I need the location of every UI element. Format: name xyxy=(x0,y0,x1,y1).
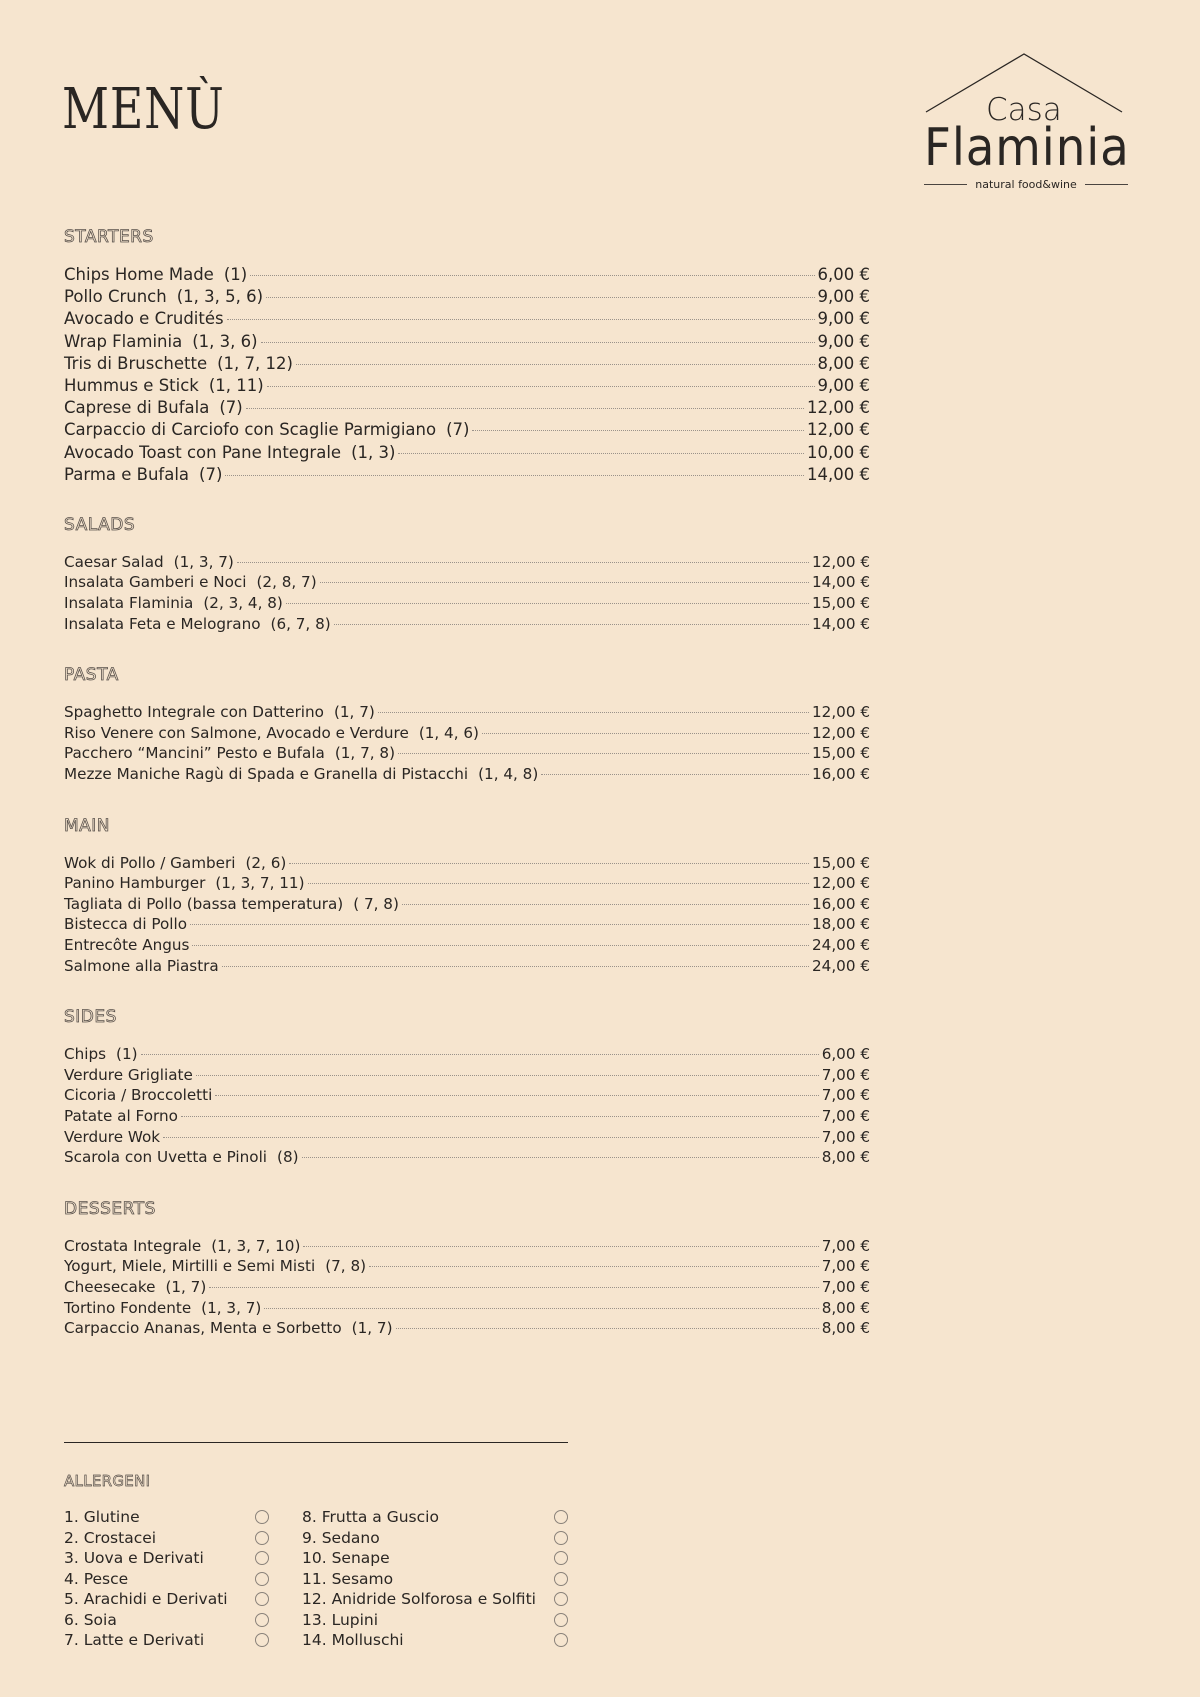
item-name: Pollo Crunch xyxy=(64,287,167,307)
item-price: 7,00 € xyxy=(821,1065,870,1084)
item-name: Chips Home Made xyxy=(64,265,214,284)
menu-item xyxy=(64,1085,870,1106)
item-allergens: (7) xyxy=(219,398,243,418)
allergen-title: ALLERGENI xyxy=(64,1472,151,1490)
item-price: 12,00 € xyxy=(807,398,870,418)
fish-icon xyxy=(255,1572,269,1586)
menu-item xyxy=(64,935,870,956)
allergen-item xyxy=(64,1548,269,1569)
section-title: SIDES xyxy=(64,1007,117,1028)
menu-item xyxy=(64,743,870,764)
sesame-icon xyxy=(554,1572,568,1586)
item-allergens: (7) xyxy=(199,464,223,484)
item-list xyxy=(64,702,870,784)
item-price: 12,00 € xyxy=(812,703,870,722)
item-name: Panino Hamburger xyxy=(64,874,206,893)
menu-item xyxy=(64,1256,870,1277)
item-price: 8,00 € xyxy=(821,1319,870,1338)
menu-item xyxy=(64,1298,870,1319)
dot-leader xyxy=(181,1116,819,1117)
item-allergens: (1, 3, 5, 6) xyxy=(176,287,264,307)
soy-icon xyxy=(255,1613,269,1627)
egg-icon xyxy=(255,1551,269,1565)
allergen-label: 5. Arachidi e Derivati xyxy=(64,1590,228,1609)
dot-leader xyxy=(227,319,815,320)
item-price: 14,00 € xyxy=(807,464,870,484)
menu-item xyxy=(64,1318,870,1339)
item-price: 7,00 € xyxy=(821,1106,870,1125)
item-price: 7,00 € xyxy=(821,1277,870,1296)
item-name: Cheesecake xyxy=(64,1277,156,1296)
dot-leader xyxy=(296,364,815,365)
dot-leader xyxy=(396,1328,819,1329)
item-price: 9,00 € xyxy=(817,375,870,395)
allergen-label: 3. Uova e Derivati xyxy=(64,1549,204,1568)
allergen-item xyxy=(64,1630,269,1651)
allergen-label: 13. Lupini xyxy=(302,1610,379,1629)
divider xyxy=(1085,184,1128,185)
menu-item xyxy=(64,614,870,635)
item-name: Wok di Pollo / Gamberi xyxy=(64,853,236,872)
item-allergens: (2, 8, 7) xyxy=(256,573,317,592)
item-price: 7,00 € xyxy=(821,1086,870,1105)
menu-item xyxy=(64,572,870,593)
dot-leader xyxy=(141,1054,819,1055)
allergen-item xyxy=(302,1610,568,1631)
item-list xyxy=(64,1236,870,1339)
allergen-item xyxy=(302,1630,568,1651)
item-name: Verdure Grigliate xyxy=(64,1065,193,1084)
item-price: 16,00 € xyxy=(812,765,870,784)
dot-leader xyxy=(266,297,814,298)
allergen-list-right xyxy=(302,1507,568,1651)
allergen-label: 8. Frutta a Guscio xyxy=(302,1508,439,1527)
dot-leader xyxy=(261,342,815,343)
item-price: 12,00 € xyxy=(807,420,870,440)
item-price: 14,00 € xyxy=(812,573,870,592)
item-price: 8,00 € xyxy=(821,1148,870,1167)
menu-item xyxy=(64,331,870,353)
item-allergens: (1, 4, 6) xyxy=(418,723,479,742)
menu-item xyxy=(64,1236,870,1257)
menu-item xyxy=(64,1147,870,1168)
item-price: 12,00 € xyxy=(812,552,870,571)
item-list xyxy=(64,1044,870,1168)
menu-item xyxy=(64,264,870,286)
dot-leader xyxy=(402,904,809,905)
menu-section xyxy=(64,664,870,784)
allergen-label: 11. Sesamo xyxy=(302,1569,394,1588)
item-name: Pacchero “Mancini” Pesto e Bufala xyxy=(64,744,325,763)
menu-item xyxy=(64,397,870,419)
dot-leader xyxy=(472,430,804,431)
allergen-label: 2. Crostacei xyxy=(64,1528,157,1547)
menu-item xyxy=(64,956,870,977)
celery-icon xyxy=(554,1531,568,1545)
menu-item xyxy=(64,873,870,894)
dot-leader xyxy=(246,408,804,409)
dot-leader xyxy=(267,386,815,387)
allergen-item xyxy=(302,1528,568,1549)
item-allergens: (1, 3, 7, 10) xyxy=(211,1236,301,1255)
item-name: Tortino Fondente xyxy=(64,1298,192,1317)
item-price: 7,00 € xyxy=(821,1127,870,1146)
menu-item xyxy=(64,464,870,486)
allergen-item xyxy=(64,1507,269,1528)
menu-item xyxy=(64,1277,870,1298)
item-name: Hummus e Stick xyxy=(64,375,199,395)
item-price: 7,00 € xyxy=(821,1257,870,1276)
item-allergens: (6, 7, 8) xyxy=(270,614,331,633)
dot-leader xyxy=(369,1266,819,1267)
item-allergens: (1, 7, 8) xyxy=(334,744,395,763)
item-price: 16,00 € xyxy=(812,894,870,913)
item-allergens: (7) xyxy=(446,420,470,440)
item-allergens: (1, 3, 6) xyxy=(192,331,258,351)
item-name: Scarola con Uvetta e Pinoli xyxy=(64,1148,268,1167)
dot-leader xyxy=(334,624,809,625)
menu-item xyxy=(64,286,870,308)
dot-leader xyxy=(398,453,804,454)
item-name: Patate al Forno xyxy=(64,1106,178,1125)
item-name: Riso Venere con Salmone, Avocado e Verdure xyxy=(64,723,409,742)
item-price: 9,00 € xyxy=(817,309,870,329)
allergen-item xyxy=(64,1569,269,1590)
item-name: Salmone alla Piastra xyxy=(64,956,219,975)
item-name: Parma e Bufala xyxy=(64,464,190,484)
menu-item xyxy=(64,1127,870,1148)
item-name: Spaghetto Integrale con Datterino xyxy=(64,703,324,722)
dot-leader xyxy=(215,1095,818,1096)
menu-sections xyxy=(64,226,870,1369)
dot-leader xyxy=(237,562,809,563)
item-price: 15,00 € xyxy=(812,594,870,613)
item-allergens: (1) xyxy=(116,1045,138,1064)
menu-item xyxy=(64,1065,870,1086)
menu-item xyxy=(64,764,870,785)
allergen-item xyxy=(64,1528,269,1549)
item-allergens: (1, 7) xyxy=(165,1277,207,1296)
dot-leader xyxy=(250,275,814,276)
item-price: 15,00 € xyxy=(812,744,870,763)
item-name: Tagliata di Pollo (bassa temperatura) xyxy=(64,894,344,913)
menu-item xyxy=(64,419,870,441)
item-allergens: (1, 3, 7) xyxy=(201,1298,262,1317)
dot-leader xyxy=(163,1137,819,1138)
menu-item xyxy=(64,552,870,573)
menu-item xyxy=(64,1044,870,1065)
item-allergens: (1, 11) xyxy=(208,375,264,395)
item-name: Entrecôte Angus xyxy=(64,936,190,954)
logo-tagline: natural food&wine xyxy=(975,178,1077,191)
section-title: STARTERS xyxy=(64,227,154,247)
item-price: 15,00 € xyxy=(812,853,870,872)
logo xyxy=(920,50,1130,195)
item-price: 18,00 € xyxy=(812,915,870,934)
dot-leader xyxy=(225,475,804,476)
item-price: 6,00 € xyxy=(817,265,870,284)
milk-icon xyxy=(255,1633,269,1647)
section-title: DESSERTS xyxy=(64,1198,156,1219)
item-allergens: (1, 3) xyxy=(351,442,396,462)
sulphite-icon xyxy=(554,1592,568,1606)
item-name: Caesar Salad xyxy=(64,552,164,571)
nut-icon xyxy=(554,1510,568,1524)
allergen-list-left xyxy=(64,1507,269,1651)
item-name: Insalata Feta e Melograno xyxy=(64,614,261,633)
menu-item xyxy=(64,702,870,723)
item-allergens: ( 7, 8) xyxy=(353,894,399,913)
dot-leader xyxy=(303,1246,818,1247)
item-name: Carpaccio di Carciofo con Scaglie Parmigiano xyxy=(64,420,437,440)
menu-item xyxy=(64,1106,870,1127)
allergen-label: 7. Latte e Derivati xyxy=(64,1631,205,1650)
menu-item xyxy=(64,442,870,464)
menu-item xyxy=(64,723,870,744)
item-price: 10,00 € xyxy=(807,442,870,462)
mollusc-icon xyxy=(554,1633,568,1647)
item-name: Mezze Maniche Ragù di Spada e Granella di Pistacchi xyxy=(64,765,469,784)
item-allergens: (8) xyxy=(277,1148,299,1167)
menu-section xyxy=(64,1198,870,1339)
item-price: 8,00 € xyxy=(821,1298,870,1317)
item-allergens: (2, 6) xyxy=(245,853,287,872)
dot-leader xyxy=(190,924,809,925)
allergen-label: 1. Glutine xyxy=(64,1508,140,1527)
section-title: MAIN xyxy=(64,815,111,836)
allergen-label: 6. Soia xyxy=(64,1610,117,1629)
item-name: Yogurt, Miele, Mirtilli e Semi Misti xyxy=(64,1257,316,1276)
item-name: Verdure Wok xyxy=(64,1127,161,1146)
menu-section xyxy=(64,226,870,486)
item-allergens: (7, 8) xyxy=(325,1257,367,1276)
item-price: 24,00 € xyxy=(812,956,870,975)
allergen-label: 4. Pesce xyxy=(64,1569,129,1588)
logo-casa: Casa xyxy=(986,92,1062,128)
menu-item xyxy=(64,375,870,397)
menu-section xyxy=(64,514,870,634)
item-list xyxy=(64,853,870,977)
dot-leader xyxy=(286,603,809,604)
wheat-icon xyxy=(255,1510,269,1524)
divider xyxy=(924,184,967,185)
allergen-item xyxy=(302,1548,568,1569)
item-price: 12,00 € xyxy=(812,874,870,893)
mustard-icon xyxy=(554,1551,568,1565)
item-list xyxy=(64,552,870,634)
item-name: Tris di Bruschette xyxy=(64,353,208,373)
item-name: Avocado Toast con Pane Integrale xyxy=(64,442,342,462)
dot-leader xyxy=(320,582,809,583)
allergen-item xyxy=(64,1610,269,1631)
item-name: Caprese di Bufala xyxy=(64,398,210,418)
lupin-icon xyxy=(554,1613,568,1627)
menu-item xyxy=(64,853,870,874)
section-title: PASTA xyxy=(64,665,119,686)
item-price: 7,00 € xyxy=(821,1236,870,1255)
dot-leader xyxy=(482,733,809,734)
item-allergens: (1, 7) xyxy=(351,1319,393,1338)
allergen-item xyxy=(302,1589,568,1610)
item-name: Cicoria / Broccoletti xyxy=(64,1086,213,1105)
allergen-divider xyxy=(64,1442,568,1443)
page-title: MENÙ xyxy=(62,77,225,142)
item-allergens: (2, 3, 4, 8) xyxy=(203,594,283,613)
menu-item xyxy=(64,593,870,614)
item-name: Chips xyxy=(64,1045,107,1064)
item-name: Wrap Flaminia xyxy=(64,331,183,351)
item-name: Bistecca di Pollo xyxy=(64,915,188,934)
dot-leader xyxy=(378,712,809,713)
dot-leader xyxy=(264,1308,818,1309)
item-allergens: (1, 7, 12) xyxy=(217,353,293,373)
allergen-item xyxy=(302,1569,568,1590)
dot-leader xyxy=(308,883,810,884)
allergen-label: 10. Senape xyxy=(302,1549,390,1568)
item-allergens: (1, 3, 7, 11) xyxy=(215,874,305,893)
menu-section xyxy=(64,815,870,977)
allergen-item xyxy=(302,1507,568,1528)
dot-leader xyxy=(398,753,809,754)
dot-leader xyxy=(302,1157,819,1158)
menu-item xyxy=(64,914,870,935)
logo-tagline-row xyxy=(924,178,1128,191)
item-price: 6,00 € xyxy=(821,1045,870,1064)
menu-section xyxy=(64,1006,870,1168)
item-allergens: (1, 7) xyxy=(333,703,375,722)
item-name: Avocado e Crudités xyxy=(64,309,224,329)
dot-leader xyxy=(289,863,809,864)
dot-leader xyxy=(222,966,809,967)
item-price: 24,00 € xyxy=(812,936,870,954)
item-allergens: (1) xyxy=(223,265,248,284)
item-list xyxy=(64,264,870,486)
shrimp-icon xyxy=(255,1531,269,1545)
section-title: SALADS xyxy=(64,514,136,535)
menu-item xyxy=(64,353,870,375)
dot-leader xyxy=(209,1287,818,1288)
logo-name: Flaminia xyxy=(924,118,1130,178)
item-price: 14,00 € xyxy=(812,614,870,633)
allergen-item xyxy=(64,1589,269,1610)
allergen-label: 9. Sedano xyxy=(302,1528,380,1547)
item-price: 12,00 € xyxy=(812,723,870,742)
item-name: Insalata Flaminia xyxy=(64,594,194,613)
menu-item xyxy=(64,308,870,330)
allergen-label: 12. Anidride Solforosa e Solfiti xyxy=(302,1590,536,1609)
peanut-icon xyxy=(255,1592,269,1606)
item-name: Crostata Integrale xyxy=(64,1236,202,1255)
item-name: Carpaccio Ananas, Menta e Sorbetto xyxy=(64,1319,342,1338)
item-price: 9,00 € xyxy=(817,331,870,351)
dot-leader xyxy=(196,1075,819,1076)
item-allergens: (1, 4, 8) xyxy=(478,765,539,784)
dot-leader xyxy=(541,774,809,775)
item-price: 9,00 € xyxy=(817,287,870,307)
item-price: 8,00 € xyxy=(817,353,870,373)
allergen-label: 14. Molluschi xyxy=(302,1631,404,1650)
item-name: Insalata Gamberi e Noci xyxy=(64,573,247,592)
dot-leader xyxy=(192,945,809,946)
item-allergens: (1, 3, 7) xyxy=(173,552,234,571)
menu-item xyxy=(64,894,870,915)
